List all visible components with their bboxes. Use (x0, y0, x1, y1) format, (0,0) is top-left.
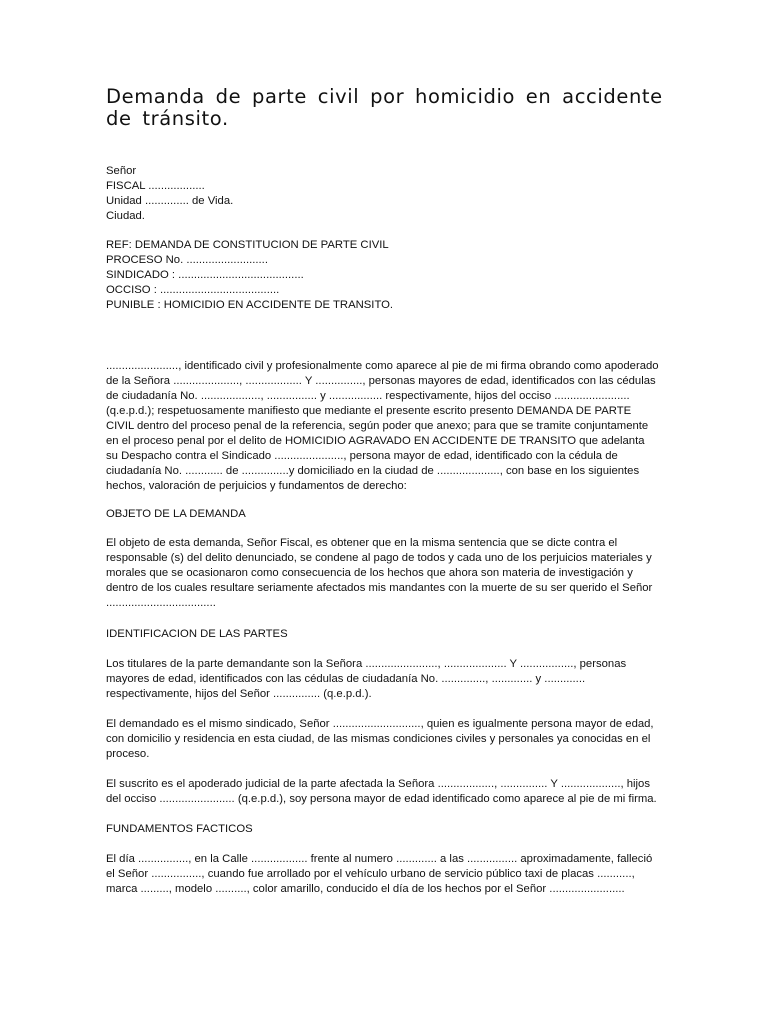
section-heading-fundamentos (106, 822, 662, 837)
paragraph-line: respectivamente, hijos del Señor ............... (q.e.p.d.). (106, 688, 372, 700)
paragraph-line: (q.e.p.d.); respetuosamente manifiesto que mediante el presente escrito presento DEMANDA DE PARTE (106, 405, 632, 417)
paragraph-line: marca ........., modelo .........., color amarillo, conducido el día de los hechos por el Señor ........................ (106, 883, 625, 895)
paragraph-line: ciudadanía No. ............ de ...............y domiciliado en la ciudad de ...................., con base en los siguientes (106, 465, 640, 477)
section-heading-objeto (106, 507, 662, 522)
addressee-line: Unidad .............. de Vida. (106, 195, 234, 207)
hechos-paragraph (106, 852, 662, 897)
paragraph-line: El día ................, en la Calle .................. frente al numero ............. a las ................ aproximadamente, falleció (106, 853, 653, 865)
document-title: Demanda de parte civil por homicidio en accidente de tránsito. (106, 85, 663, 130)
reference-line: SINDICADO : ........................................ (106, 269, 304, 281)
paragraph-line: El objeto de esta demanda, Señor Fiscal, es obtener que en la misma sentencia que se dicte contra el (106, 537, 618, 549)
partes-paragraph-3 (106, 777, 662, 807)
addressee-line: Ciudad. (106, 210, 145, 222)
paragraph-line: Los titulares de la parte demandante son la Señora ......................., .................... Y ................., personas (106, 658, 627, 670)
addressee-line: FISCAL .................. (106, 180, 205, 192)
paragraph-line: hechos, valoración de perjuicios y fundamentos de derecho: (106, 480, 407, 492)
paragraph-line: del occiso ........................ (q.e.p.d.), soy persona mayor de edad identificado como aparece al pie de mi firma. (106, 793, 657, 805)
addressee-line: Señor (106, 165, 137, 177)
paragraph-line: su Despacho contra el Sindicado ......................, persona mayor de edad, identificado con la cédula de (106, 450, 618, 462)
paragraph-line: ......................., identificado civil y profesionalmente como aparece al pie de mi firma obrando como apoderado (106, 360, 659, 372)
paragraph-line: ................................... (106, 597, 216, 609)
section-heading: IDENTIFICACION DE LAS PARTES (106, 628, 288, 640)
paragraph-line: con domicilio y residencia en esta ciudad, de las mismas condiciones civiles y personales ya conocidas en el (106, 733, 651, 745)
section-heading: FUNDAMENTOS FACTICOS (106, 823, 253, 835)
reference-line: PROCESO No. .......................... (106, 254, 268, 266)
reference-block (106, 238, 662, 313)
paragraph-line: morales que se ocasionaron como consecuencia de los hechos que ahora son materia de investigación y (106, 567, 633, 579)
reference-line: OCCISO : ...................................... (106, 284, 280, 296)
reference-line: PUNIBLE : HOMICIDIO EN ACCIDENTE DE TRANSITO. (106, 299, 394, 311)
paragraph-line: proceso. (106, 748, 150, 760)
partes-paragraph-2 (106, 717, 662, 762)
partes-paragraph-1 (106, 657, 662, 702)
paragraph-line: de la Señora ....................., .................. Y ..............., personas mayores de edad, identificados con las cédulas (106, 375, 656, 387)
section-heading-identificacion (106, 627, 662, 642)
paragraph-line: El suscrito es el apoderado judicial de la parte afectada la Señora .................., ............... Y ..................., hijos (106, 778, 650, 790)
paragraph-line: responsable (s) del delito denunciado, se condene al pago de todos y cada uno de los perjuicios materiales y (106, 552, 652, 564)
reference-line: REF: DEMANDA DE CONSTITUCION DE PARTE CIVIL (106, 239, 389, 251)
objeto-paragraph (106, 536, 662, 611)
paragraph-line: mayores de edad, identificados con las cédulas de ciudadanía No. .............., ............. y ............. (106, 673, 586, 685)
paragraph-line: dentro de los cuales resultare seriamente afectados mis mandantes con la muerte de su ser querido el Señor (106, 582, 653, 594)
section-heading: OBJETO DE LA DEMANDA (106, 508, 246, 520)
paragraph-line: de ciudadanía No. ..................., ................ y ................. respectivamente, hijos del occiso ........................ (106, 390, 630, 402)
paragraph-line: El demandado es el mismo sindicado, Señor ............................, quien es igualmente persona mayor de edad, (106, 718, 654, 730)
intro-paragraph (106, 359, 662, 494)
paragraph-line: en el proceso penal por el delito de HOMICIDIO AGRAVADO EN ACCIDENTE DE TRANSITO que adelanta (106, 435, 645, 447)
paragraph-line: el Señor ................, cuando fue arrollado por el vehículo urbano de servicio público taxi de placas ..........., (106, 868, 635, 880)
addressee-block (106, 164, 662, 224)
paragraph-line: CIVIL dentro del proceso penal de la referencia, según poder que anexo; para que se tramite conjuntamente (106, 420, 649, 432)
